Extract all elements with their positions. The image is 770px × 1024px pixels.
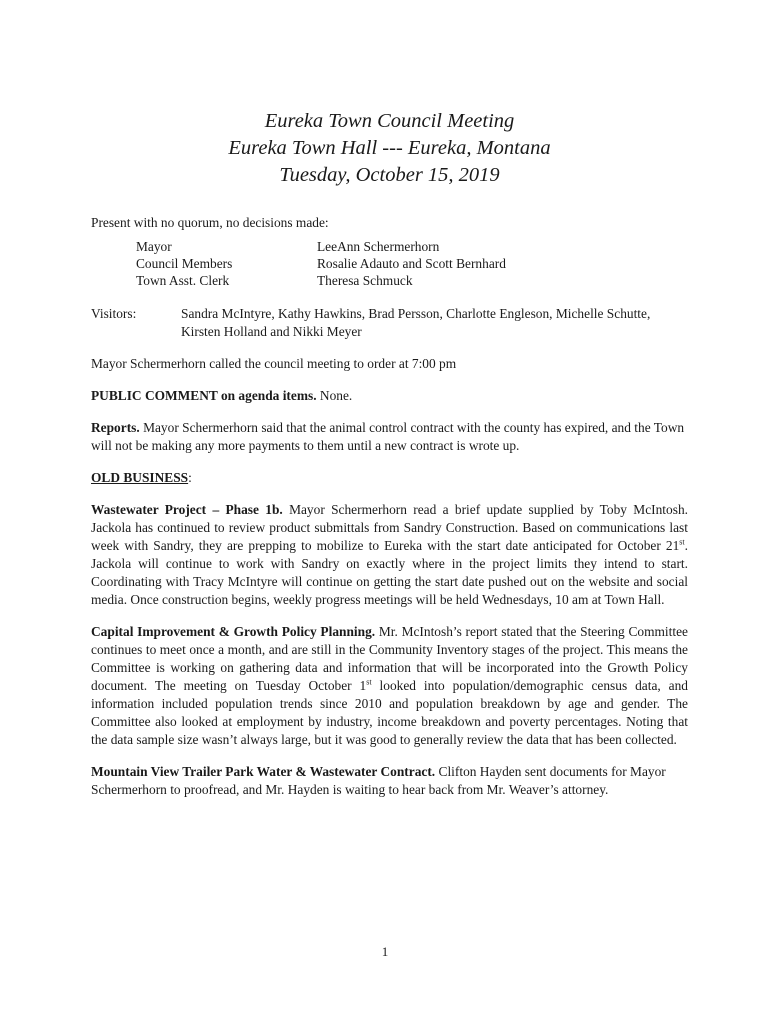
wastewater-heading: Wastewater Project – Phase 1b. bbox=[91, 502, 283, 517]
mountain-view-heading: Mountain View Trailer Park Water & Wastewater Contract. bbox=[91, 764, 436, 779]
wastewater-section bbox=[91, 501, 688, 609]
reports-heading: Reports. bbox=[91, 420, 140, 435]
roster-role: Council Members bbox=[136, 256, 233, 271]
capital-text-a: Mr. McIntosh’s report stated that the Steering Committee continues to meet once a month, and are still in the Community Inventory stages of the project. This means the Committee is working on gathering data and information that will be incorporated into the Growth Policy document. The meeting on Tuesday October 1 bbox=[91, 624, 688, 693]
old-business-header bbox=[91, 469, 688, 487]
capital-text-b: looked into population/demographic census data, and information included population trends since 2010 and population breakdown by age and gender. The Committee also looked at employment by industry, income breakdown and poverty percentages. Noting that the data sample size wasn’t always large, but it was good to generally review the data that has been collected. bbox=[91, 678, 688, 747]
visitors-label: Visitors: bbox=[91, 306, 137, 321]
capital-sup: st bbox=[366, 677, 372, 687]
roster-names: LeeAnn Schermerhorn bbox=[317, 239, 440, 254]
meeting-date: Tuesday, October 15, 2019 bbox=[279, 164, 500, 186]
roster-row-mayor bbox=[136, 238, 688, 255]
visitors-block bbox=[91, 305, 688, 341]
attendance-roster bbox=[136, 238, 688, 289]
old-business-colon: : bbox=[188, 470, 192, 485]
roster-row-council bbox=[136, 255, 688, 272]
old-business-heading: OLD BUSINESS bbox=[91, 470, 189, 485]
mountain-view-section bbox=[91, 763, 688, 799]
public-comment-heading: PUBLIC COMMENT on agenda items. bbox=[91, 388, 317, 403]
public-comment-text: None. bbox=[319, 388, 353, 403]
minutes-page bbox=[91, 108, 688, 799]
meeting-title: Eureka Town Council Meeting bbox=[264, 110, 515, 132]
visitors-names: Sandra McIntyre, Kathy Hawkins, Brad Persson, Charlotte Engleson, Michelle Schutte, Kirsten Holland and Nikki Meyer bbox=[181, 306, 651, 339]
mountain-view-text: Clifton Hayden sent documents for Mayor Schermerhorn to proofread, and Mr. Hayden is waiting to hear back from Mr. Weaver’s attorney. bbox=[91, 764, 666, 797]
roster-role: Mayor bbox=[136, 239, 172, 254]
page-number: 1 bbox=[381, 944, 389, 959]
roster-names: Rosalie Adauto and Scott Bernhard bbox=[317, 256, 506, 271]
capital-heading: Capital Improvement & Growth Policy Planning. bbox=[91, 624, 376, 639]
roster-role: Town Asst. Clerk bbox=[136, 273, 230, 288]
attendance-intro: Present with no quorum, no decisions made: bbox=[91, 215, 329, 230]
meeting-location: Eureka Town Hall --- Eureka, Montana bbox=[228, 137, 551, 159]
wastewater-sup: st bbox=[679, 537, 685, 547]
roster-names: Theresa Schmuck bbox=[317, 273, 413, 288]
reports-text: Mayor Schermerhorn said that the animal control contract with the county has expired, and the Town will not be making any more payments to them until a new contract is wrote up. bbox=[91, 420, 685, 453]
public-comment bbox=[91, 387, 688, 405]
wastewater-text-a: Mayor Schermerhorn read a brief update supplied by Toby McIntosh. Jackola has continued to review product submittals from Sandry Construction. Based on communications last week with Sandry, they are prepping to mobilize to Eureka with the start date anticipated for October 21 bbox=[91, 502, 688, 553]
capital-section bbox=[91, 623, 688, 749]
wastewater-text-b: . Jackola will continue to work with Sandry on exactly where in the project limits they intend to start. Coordinating with Tracy McIntyre will continue on getting the start date pushed out on the website and social media. Once construction begins, weekly progress meetings will be held Wednesdays, 10 am at Town Hall. bbox=[91, 538, 688, 607]
reports-section bbox=[91, 419, 688, 455]
roster-row-clerk bbox=[136, 272, 688, 289]
call-to-order: Mayor Schermerhorn called the council meeting to order at 7:00 pm bbox=[91, 356, 457, 371]
